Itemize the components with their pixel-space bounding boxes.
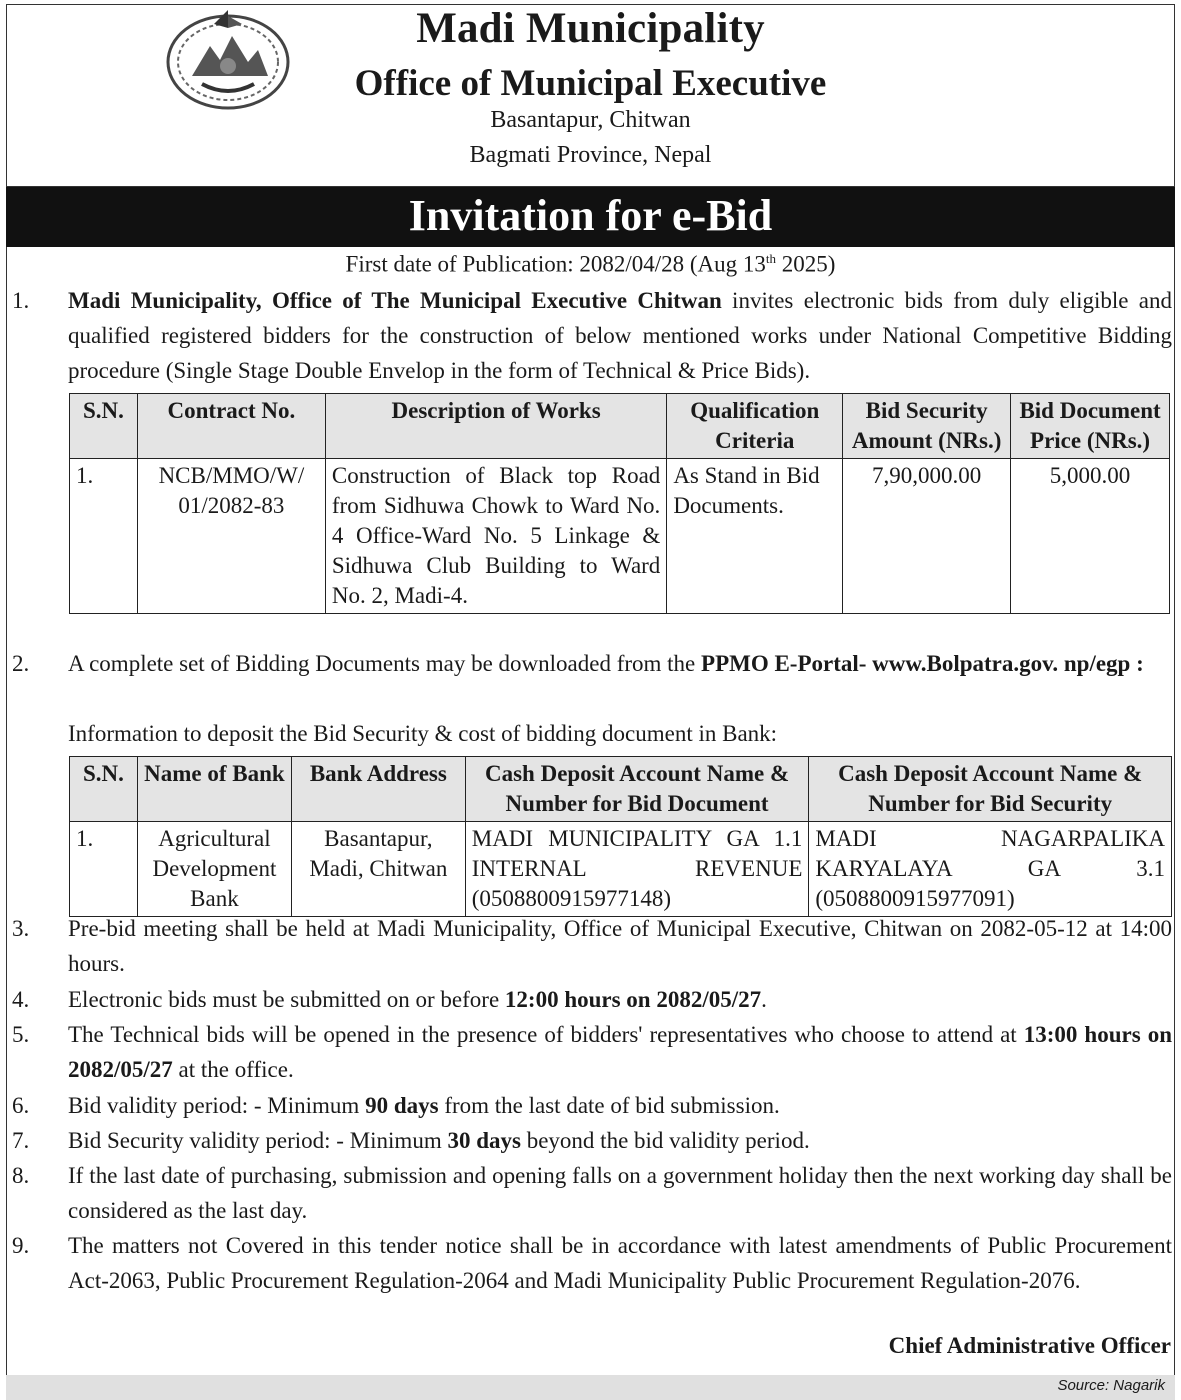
- col-header: S.N.: [70, 757, 138, 822]
- col-header: Qualification Criteria: [667, 394, 843, 459]
- source-bar: [6, 1375, 1175, 1400]
- item-number: 5.: [12, 1022, 30, 1047]
- table-cell: 1.: [70, 459, 138, 614]
- item-number: 7.: [12, 1128, 30, 1153]
- org-name: Madi Municipality: [416, 5, 765, 52]
- item-7-text: Bid Security validity period: - Minimum 30 days beyond the bid validity period.: [68, 1128, 810, 1153]
- address-line-2: Bagmati Province, Nepal: [469, 142, 712, 168]
- publication-date: First date of Publication: 2082/04/28 (Aug 13th 2025): [345, 251, 836, 277]
- table-cell: MADI NAGARPALIKA KARYALAYA GA 3.1 (0508800915977091): [809, 822, 1172, 917]
- item-9-text: The matters not Covered in this tender notice shall be in accordance with latest amendments of Public Procurement Act-2063, Public Procurement Regulation-2064 and Madi Municipality Public Procurement Regulation-2076.: [68, 1233, 1172, 1293]
- col-header: Cash Deposit Account Name & Number for Bid Document: [465, 757, 809, 822]
- col-header: Bid Security Amount (NRs.): [843, 394, 1011, 459]
- item-8-text: If the last date of purchasing, submission and opening falls on a government holiday then the next working day shall be considered as the last day.: [68, 1163, 1172, 1223]
- office-name: Office of Municipal Executive: [354, 63, 827, 104]
- table-cell: 1.: [70, 822, 138, 917]
- bank-table: [69, 756, 1172, 917]
- item-1-text: Madi Municipality, Office of The Municipal Executive Chitwan invites electronic bids from duly eligible and qualified registered bidders for the construction of below mentioned works under National Competitive Bidding procedure (Single Stage Double Envelop in the form of Technical & Price Bids).: [68, 288, 1173, 383]
- item-number: 3.: [12, 916, 30, 941]
- item-3-text: Pre-bid meeting shall be held at Madi Municipality, Office of Municipal Executive, Chitwan on 2082-05-12 at 14:00 hours.: [68, 916, 1172, 976]
- col-header: Contract No.: [137, 394, 325, 459]
- col-header: S.N.: [70, 394, 138, 459]
- signatory: Chief Administrative Officer: [888, 1333, 1171, 1358]
- item-6-text: Bid validity period: - Minimum 90 days from the last date of bid submission.: [68, 1093, 780, 1118]
- col-header: Bid Document Price (NRs.): [1011, 394, 1170, 459]
- item-5-text: The Technical bids will be opened in the presence of bidders' representatives who choose to attend at 13:00 hours on 2082/05/27 at the office.: [68, 1022, 1172, 1082]
- table-cell: 7,90,000.00: [843, 459, 1011, 614]
- item-2-text: A complete set of Bidding Documents may be downloaded from the PPMO E-Portal- www.Bolpatra.gov. np/egp :: [68, 651, 1144, 676]
- table-row: [70, 459, 1170, 614]
- notice-title: Invitation for e-Bid: [6, 187, 1175, 247]
- col-header: Cash Deposit Account Name & Number for Bid Security: [809, 757, 1172, 822]
- table-cell: Agricultural Development Bank: [137, 822, 291, 917]
- item-number: 9.: [12, 1233, 30, 1258]
- item-4-text: Electronic bids must be submitted on or before 12:00 hours on 2082/05/27.: [68, 987, 767, 1012]
- table-cell: Basantapur, Madi, Chitwan: [291, 822, 465, 917]
- table-header-row: [70, 757, 1172, 822]
- col-header: Name of Bank: [137, 757, 291, 822]
- address-line-1: Basantapur, Chitwan: [490, 107, 691, 133]
- table-header-row: [70, 394, 1170, 459]
- table-cell: 5,000.00: [1011, 459, 1170, 614]
- table-cell: MADI MUNICIPALITY GA 1.1 INTERNAL REVENUE (0508800915977148): [465, 822, 809, 917]
- item-number: 1.: [12, 288, 30, 313]
- source-label: Source: Nagarik: [1057, 1377, 1165, 1394]
- table-cell: As Stand in Bid Documents.: [667, 459, 843, 614]
- works-table: [69, 393, 1170, 614]
- item-number: 8.: [12, 1163, 30, 1188]
- item-number: 6.: [12, 1093, 30, 1118]
- item-number: 4.: [12, 987, 30, 1012]
- table-cell: NCB/MMO/W/ 01/2082-83: [137, 459, 325, 614]
- table-row: [70, 822, 1172, 917]
- col-header: Description of Works: [325, 394, 666, 459]
- table-cell: Construction of Black top Road from Sidhuwa Chowk to Ward No. 4 Office-Ward No. 5 Linkage & Sidhuwa Club Building to Ward No. 2, Madi-4.: [325, 459, 666, 614]
- col-header: Bank Address: [291, 757, 465, 822]
- item-number: 2.: [12, 651, 30, 676]
- bank-info-text: Information to deposit the Bid Security & cost of bidding document in Bank:: [68, 721, 778, 746]
